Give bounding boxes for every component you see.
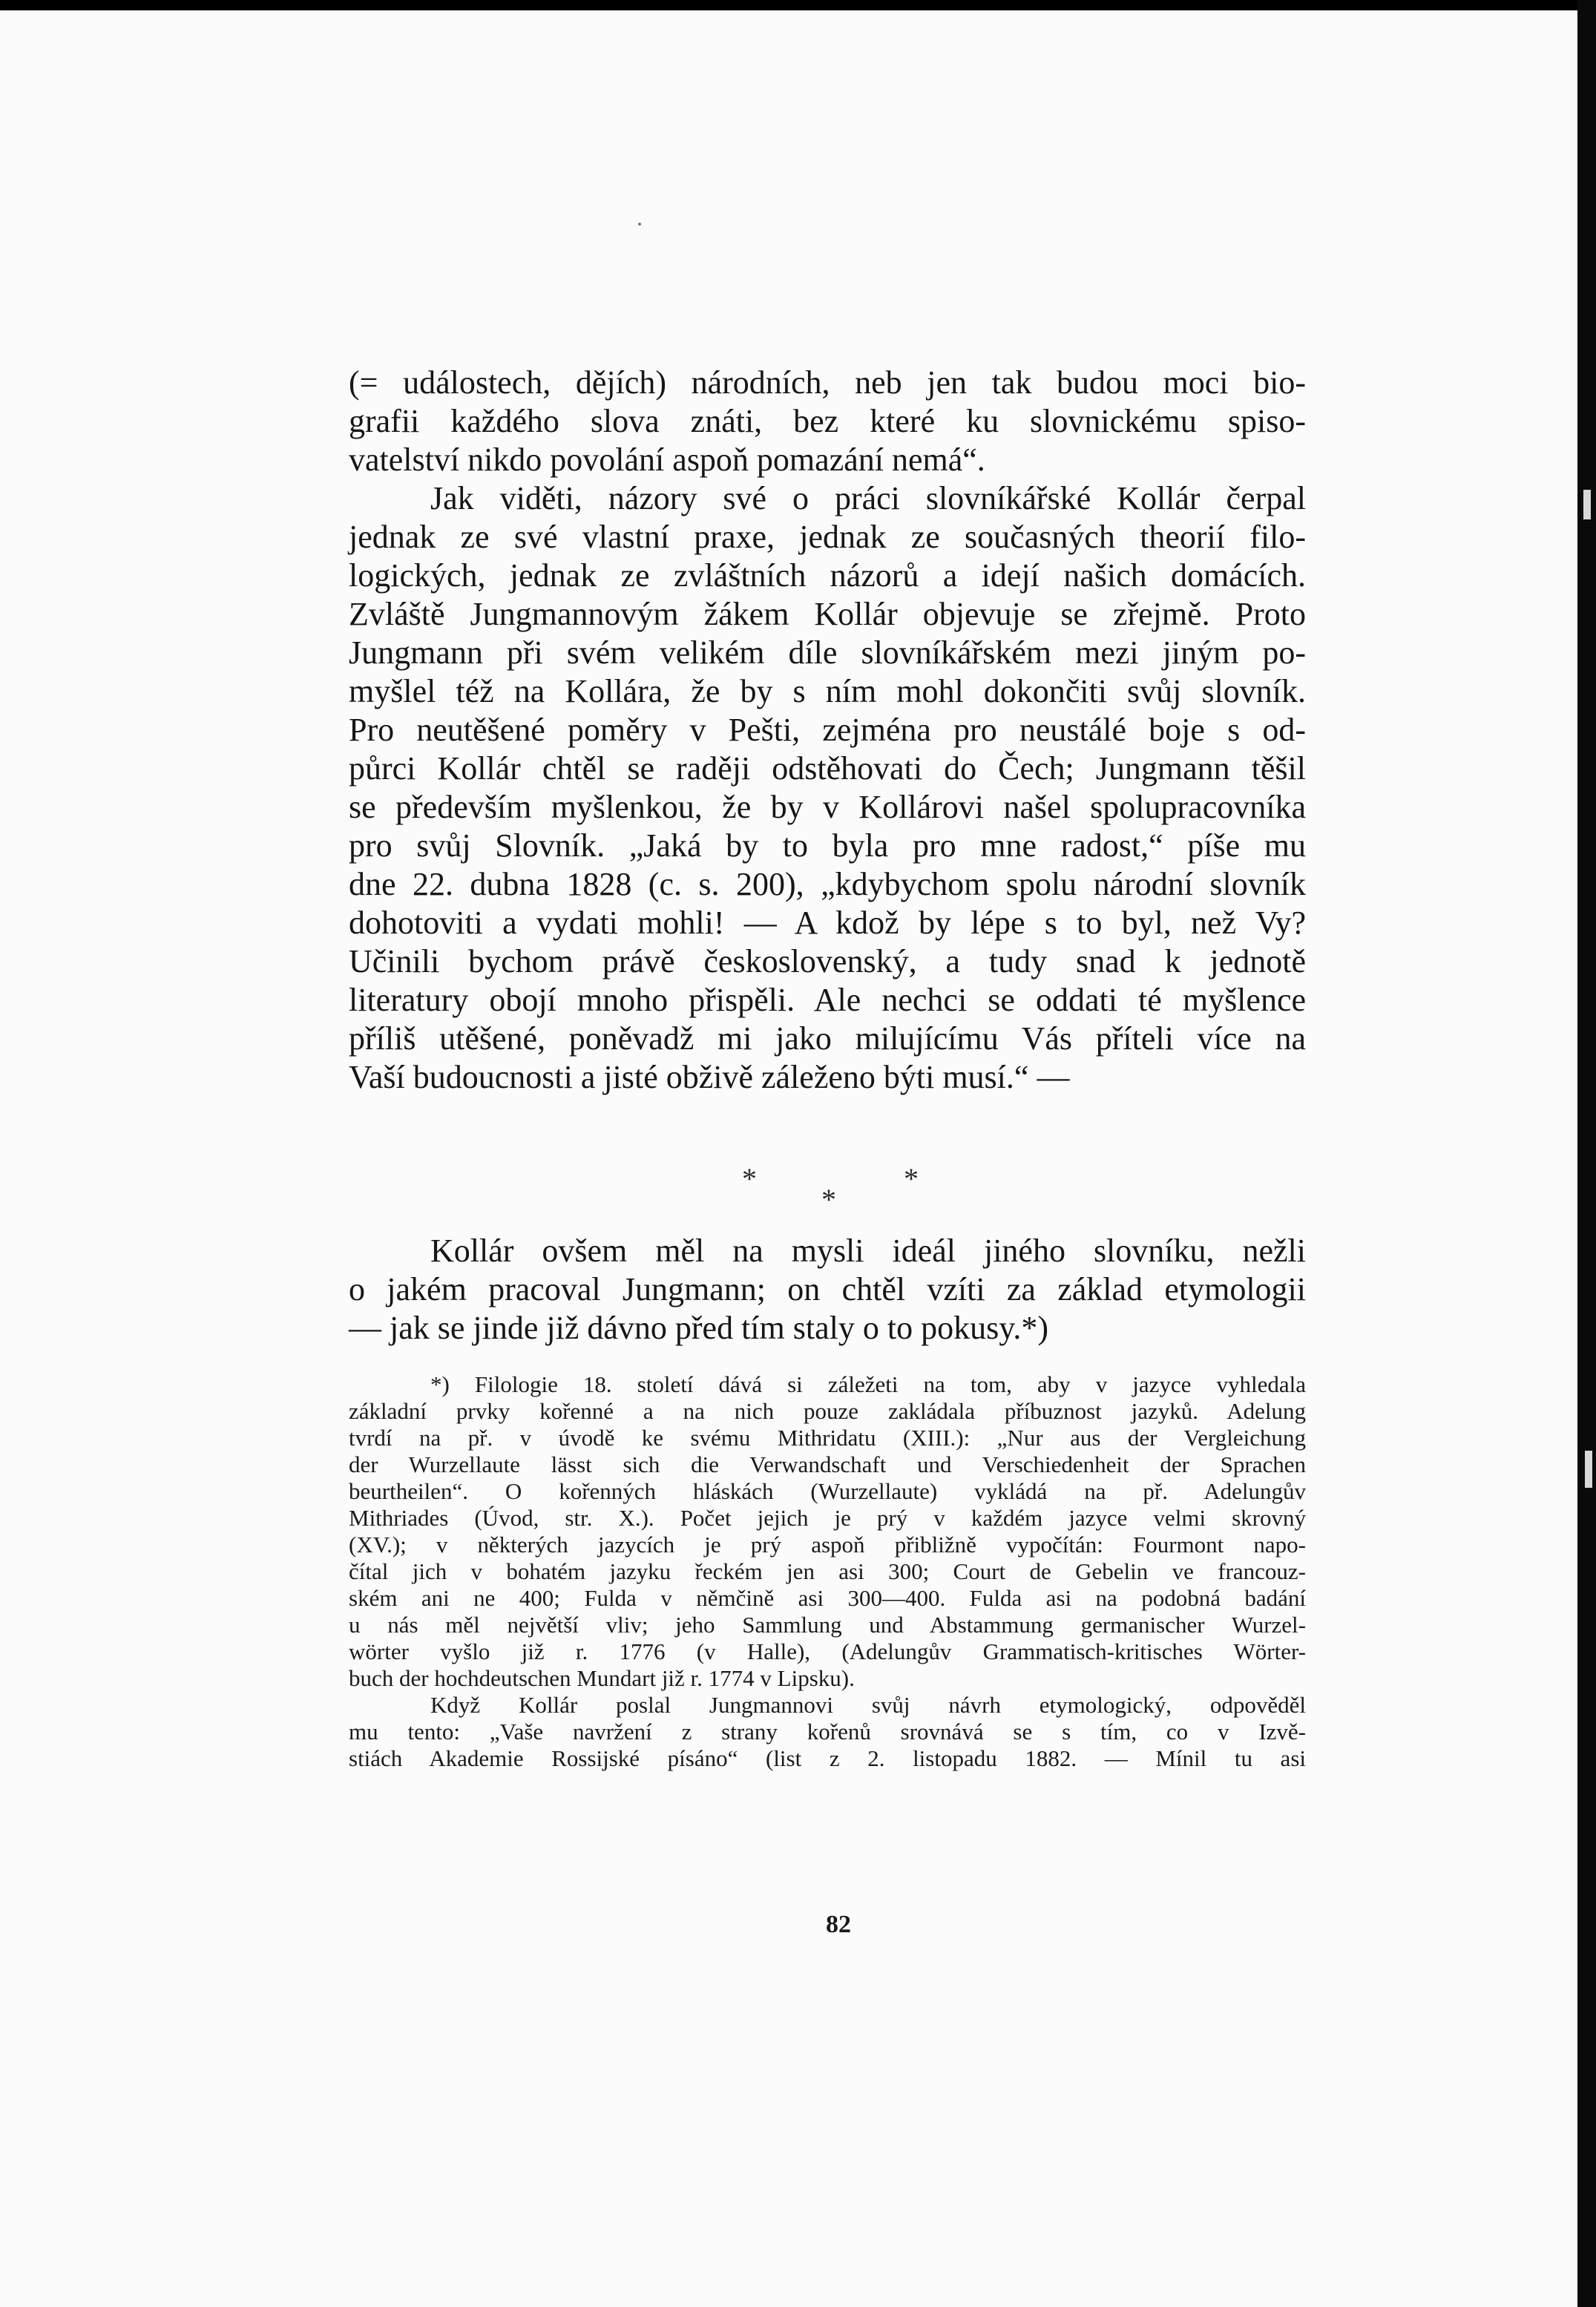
footnote-line: u nás měl největší vliv; jeho Sammlung und Abstammung germanischer Wurzel- [349, 1612, 1306, 1638]
text-line: grafii každého slova znáti, bez které ku slovnickému spiso- [349, 403, 1306, 439]
text-line: Jak viděti, názory své o práci slovníkářské Kollár čerpal [430, 480, 1306, 516]
text-line: se především myšlenkou, že by v Kollárovi našel spolupracovníka [349, 789, 1306, 825]
text-line: jednak ze své vlastní praxe, jednak ze současných theorií filo- [349, 519, 1306, 555]
scan-edge-mark [1585, 1451, 1592, 1488]
text-line: pro svůj Slovník. „Jaká by to byla pro mne radost,“ píše mu [349, 827, 1306, 864]
text-line: Kollár ovšem měl na mysli ideál jiného slovníku, nežli [430, 1233, 1306, 1269]
footnote-line: wörter vyšlo již r. 1776 (v Halle), (Adelungův Grammatisch-kritisches Wörter- [349, 1638, 1306, 1664]
text-line: Jungmann při svém velikém díle slovníkářském mezi jiným po- [349, 634, 1306, 671]
section-separator [735, 1161, 927, 1228]
text-line: dne 22. dubna 1828 (c. s. 200), „kdybychom spolu národní slovník [349, 866, 1306, 902]
asterisk: * [742, 1162, 757, 1195]
footnote-line: Mithriades (Úvod, str. X.). Počet jejich je prý v každém jazyce velmi skrovný [349, 1505, 1306, 1531]
asterisk: * [821, 1183, 836, 1216]
scan-edge-mark [1583, 490, 1591, 519]
text-line: Zvláště Jungmannovým žákem Kollár objevuje se zřejmě. Proto [349, 596, 1306, 632]
text-line: logických, jednak ze zvláštních názorů a idejí našich domácích. [349, 557, 1306, 594]
footnote-line: beurtheilen“. O kořenných hláskách (Wurzellaute) vykládá na př. Adelungův [349, 1478, 1306, 1504]
text-line: Pro neutěšené poměry v Pešti, zejména pro neustálé boje s od- [349, 712, 1306, 748]
book-page [0, 10, 1577, 2307]
text-line: vatelství nikdo povolání aspoň pomazání nemá“. [349, 442, 985, 478]
text-line: Učinili bychom právě československý, a tudy snad k jednotě [349, 943, 1306, 979]
footnote-line: stiách Akademie Rossijské písáno“ (list z 2. listopadu 1882. — Mínil tu asi [349, 1745, 1306, 1771]
footnote-line: der Wurzellaute lässt sich die Verwandschaft und Verschiedenheit der Sprachen [349, 1451, 1306, 1477]
text-line: příliš utěšené, poněvadž mi jako milujícímu Vás příteli více na [349, 1020, 1306, 1057]
footnote-line: (XV.); v některých jazycích je prý aspoň přibližně vypočítán: Fourmont napo- [349, 1532, 1306, 1558]
main-text-block [349, 364, 1306, 1097]
text-line: (= událostech, dějích) národních, neb jen tak budou moci bio- [349, 364, 1306, 401]
footnote-line: Když Kollár poslal Jungmannovi svůj návrh etymologický, odpověděl [430, 1692, 1306, 1718]
footnote-line: základní prvky kořenné a na nich pouze zakládala příbuznost jazyků. Adelung [349, 1398, 1306, 1424]
footnote-block [349, 1371, 1306, 1772]
paper-speck [638, 223, 641, 226]
footnote-line: *) Filologie 18. století dává si záležeti na tom, aby v jazyce vyhledala [430, 1371, 1306, 1397]
scan-edge [1577, 0, 1596, 2307]
text-line: o jakém pracoval Jungmann; on chtěl vzíti za základ etymologii [349, 1271, 1306, 1307]
page-number: 82 [826, 1911, 851, 1938]
footnote-line: buch der hochdeutschen Mundart již r. 1774 v Lipsku). [349, 1665, 855, 1691]
footnote-line: mu tento: „Vaše navržení z strany kořenů srovnává se s tím, co v Izvě- [349, 1719, 1306, 1745]
section-text-block [349, 1232, 1306, 1348]
text-line: — jak se jinde již dávno před tím staly o to pokusy.*) [349, 1310, 1048, 1346]
text-line: Vaší budoucnosti a jisté obživě záleženo býti musí.“ — [349, 1059, 1070, 1095]
footnote-line: čítal jich v bohatém jazyku řeckém jen asi 300; Court de Gebelin ve francouz- [349, 1558, 1306, 1584]
footnote-line: ském ani ne 400; Fulda v němčině asi 300—400. Fulda asi na podobná badání [349, 1585, 1306, 1611]
text-line: půrci Kollár chtěl se raději odstěhovati do Čech; Jungmann těšil [349, 750, 1306, 787]
text-line: dohotoviti a vydati mohli! — A kdož by lépe s to byl, než Vy? [349, 905, 1306, 941]
asterisk: * [904, 1162, 919, 1195]
footnote-line: tvrdí na př. v úvodě ke svému Mithridatu (XIII.): „Nur aus der Vergleichung [349, 1425, 1306, 1451]
text-line: myšlel též na Kollára, že by s ním mohl dokončiti svůj slovník. [349, 673, 1306, 709]
text-line: literatury obojí mnoho přispěli. Ale nechci se oddati té myšlence [349, 982, 1306, 1018]
